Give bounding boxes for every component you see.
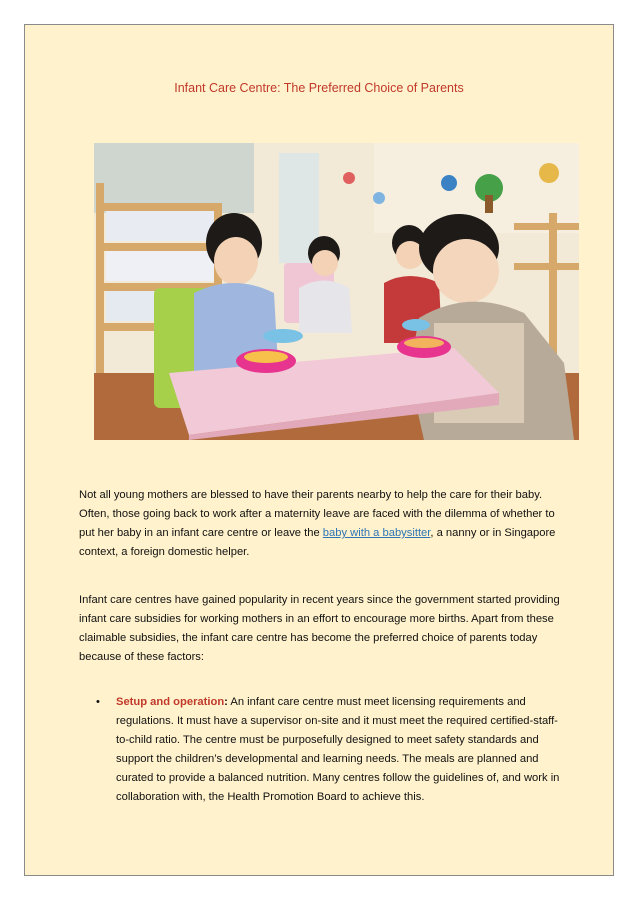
document-title: Infant Care Centre: The Preferred Choice of Parents	[174, 81, 464, 95]
subsidies-paragraph: Infant care centres have gained popularity in recent years since the government started providing infant care subsidies for working mothers in an effort to encourage more births. Apart from these claimable subsidies, the infant care centre has become the preferred choice of parents today because of these factors:	[79, 594, 560, 663]
bullet-icon: •	[96, 696, 100, 708]
classroom-photo	[94, 143, 579, 440]
bullet-text: An infant care centre must meet licensing requirements and regulations. It must have a supervisor on-site and it must meet the required certified-staff-to-child ratio. The centre must be purposefully designed to meet safety standards and support the children’s developmental and learning needs. The meals are planned and curated to provide a balanced nutrition. Many centres follow the guidelines of, and work in collaboration with, the Health Promotion Board to achieve this.	[116, 696, 560, 803]
document-page	[24, 24, 614, 876]
intro-text: Not all young mothers are blessed to have their parents nearby to help the care for their baby. Often, those going back to work after a maternity leave are faced with the dilemma of whether to put her baby in an infant care centre or leave the	[79, 489, 555, 539]
list-item	[79, 693, 569, 807]
bullet-colon: :	[224, 696, 228, 708]
babysitter-link[interactable]: baby with a babysitter	[322, 527, 431, 539]
children-eating-illustration	[94, 143, 579, 440]
intro-text-end: , a nanny or in Singapore context, a foreign domestic helper.	[79, 527, 556, 558]
bullet-term: Setup and operation	[116, 696, 225, 708]
intro-paragraph	[79, 486, 569, 562]
factors-list	[79, 693, 569, 807]
